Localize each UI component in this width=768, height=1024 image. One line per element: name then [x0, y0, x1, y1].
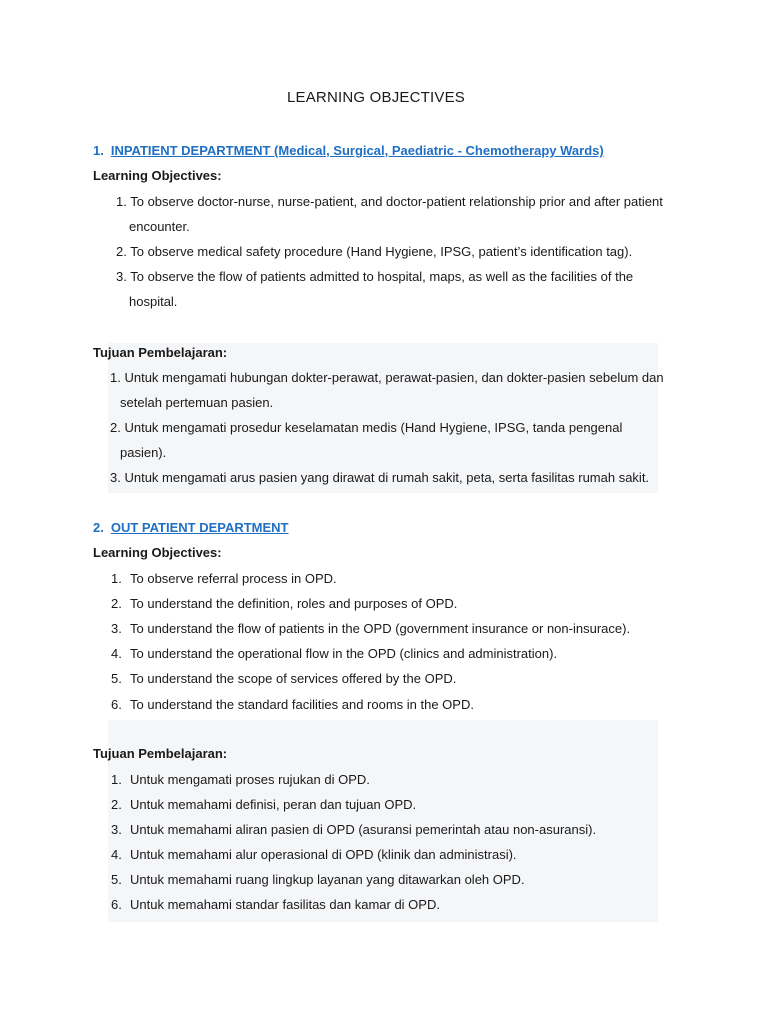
section-1-heading[interactable] — [93, 143, 604, 158]
page-title: LEARNING OBJECTIVES — [286, 89, 465, 106]
list-item: 3. Untuk memahami aliran pasien di OPD (asuransi pemerintah atau non-asuransi). — [111, 822, 597, 837]
section-2-heading[interactable] — [93, 520, 289, 535]
list-item: 4. Untuk memahami alur operasional di OPD (klinik dan administrasi). — [111, 847, 517, 862]
section-2-tp-label: Tujuan Pembelajaran: — [93, 746, 228, 761]
list-item: 1. Untuk mengamati proses rujukan di OPD. — [111, 772, 370, 787]
list-item: 3. To observe the flow of patients admitted to hospital, maps, as well as the facilities of the — [116, 269, 634, 284]
section-1-title-link[interactable]: INPATIENT DEPARTMENT (Medical, Surgical, Paediatric - Chemotherapy Wards) — [110, 143, 604, 158]
list-item-continuation: hospital. — [129, 294, 178, 309]
list-item: 2. To observe medical safety procedure (Hand Hygiene, IPSG, patient’s identification tag). — [116, 244, 633, 259]
list-item-continuation: setelah pertemuan pasien. — [120, 395, 274, 410]
section-1-number: 1. — [93, 143, 104, 158]
list-item-continuation: pasien). — [120, 445, 167, 460]
section-2-title-link[interactable]: OUT PATIENT DEPARTMENT — [110, 520, 289, 535]
list-item: 3. Untuk mengamati arus pasien yang dirawat di rumah sakit, peta, serta fasilitas rumah sakit. — [110, 470, 650, 485]
list-item: 1. Untuk mengamati hubungan dokter-perawat, perawat-pasien, dan dokter-pasien sebelum dan — [110, 370, 664, 385]
list-item: 3. To understand the flow of patients in the OPD (government insurance or non-insurace). — [111, 621, 631, 636]
section-1-lo-label: Learning Objectives: — [93, 168, 222, 183]
list-item: 1. To observe referral process in OPD. — [111, 571, 337, 586]
list-item: 5. Untuk memahami ruang lingkup layanan yang ditawarkan oleh OPD. — [111, 872, 525, 887]
section-2-number: 2. — [93, 520, 104, 535]
list-item: 6. To understand the standard facilities and rooms in the OPD. — [111, 697, 474, 712]
list-item: 4. To understand the operational flow in the OPD (clinics and administration). — [111, 646, 558, 661]
list-item: 6. Untuk memahami standar fasilitas dan kamar di OPD. — [111, 897, 440, 912]
section-1-tp-label: Tujuan Pembelajaran: — [93, 345, 228, 360]
list-item: 2. Untuk mengamati prosedur keselamatan medis (Hand Hygiene, IPSG, tanda pengenal — [110, 420, 623, 435]
list-item: 2. To understand the definition, roles and purposes of OPD. — [111, 596, 458, 611]
list-item: 2. Untuk memahami definisi, peran dan tujuan OPD. — [111, 797, 417, 812]
section-2-lo-label: Learning Objectives: — [93, 545, 222, 560]
list-item: 5. To understand the scope of services offered by the OPD. — [111, 671, 457, 686]
list-item-continuation: encounter. — [129, 219, 190, 234]
list-item: 1. To observe doctor-nurse, nurse-patient, and doctor-patient relationship prior and after patient — [116, 194, 663, 209]
